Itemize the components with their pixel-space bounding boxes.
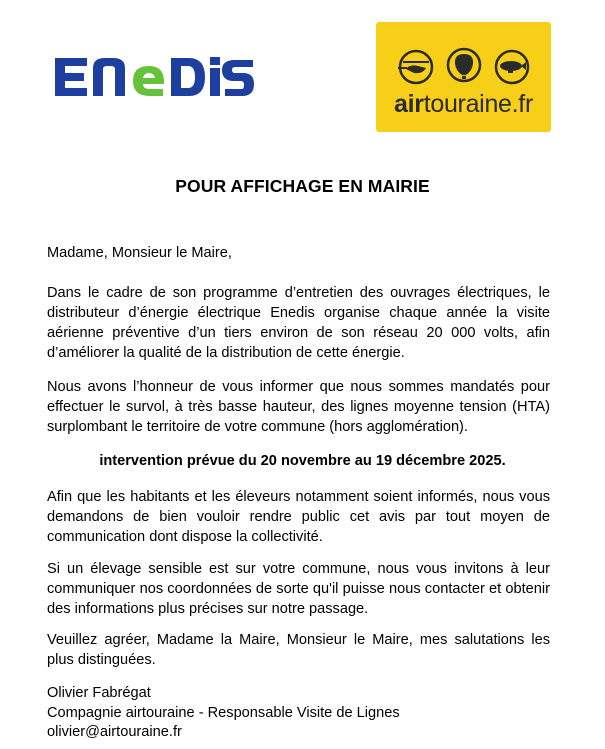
air-brand-bold: air [394, 90, 424, 118]
signature-name: Olivier Fabrégat [47, 685, 151, 701]
paragraph-program: Dans le cadre de son programme d’entretien des ouvrages électriques, le distributeur d’énergie électrique Enedis organise chaque année la visite aérienne préventive d’un tiers environ de son réseau 20 000 volts, afin d’améliorer la qualité de la distribution de cette énergie. [47, 285, 550, 361]
paragraph-publication: Afin que les habitants et les éleveurs notamment soient informés, nous vous demandons de bien vouloir rendre public cet avis par tout moyen de communication dont dispose la collectivité. [47, 489, 550, 545]
paragraph-breeding: Si un élevage sensible est sur votre commune, nous vous invitons à leur communiquer nos coordonnées de sorte qu'il puisse nous contacter et obtenir des informations plus précises sur notre passage. [47, 561, 550, 617]
intervention-dates: intervention prévue du 20 novembre au 19 décembre 2025. [99, 453, 506, 469]
signature-email[interactable]: olivier@airtouraine.fr [47, 724, 182, 740]
enedis-logo-graphic [53, 52, 255, 102]
paragraph-mandate: Nous avons l’honneur de vous informer que nous sommes mandatés pour effectuer le survol, à très basse hauteur, des lignes moyenne tension (HTA) surplombant le territoire de votre commune (hors agglomération). [47, 379, 550, 435]
aircraft-icons [376, 22, 551, 92]
airtouraine-logo [376, 22, 551, 132]
enedis-logo [53, 52, 255, 102]
air-brand-rest: touraine.fr [423, 90, 533, 118]
signature-role: Compagnie airtouraine - Responsable Visite de Lignes [47, 705, 400, 721]
salutation: Madame, Monsieur le Maire, [47, 245, 232, 261]
page-title: POUR AFFICHAGE EN MAIRIE [175, 176, 430, 196]
paragraph-closing: Veuillez agréer, Madame la Maire, Monsieur le Maire, mes salutations les plus distinguées. [47, 632, 550, 668]
airtouraine-wordmark [376, 89, 551, 119]
